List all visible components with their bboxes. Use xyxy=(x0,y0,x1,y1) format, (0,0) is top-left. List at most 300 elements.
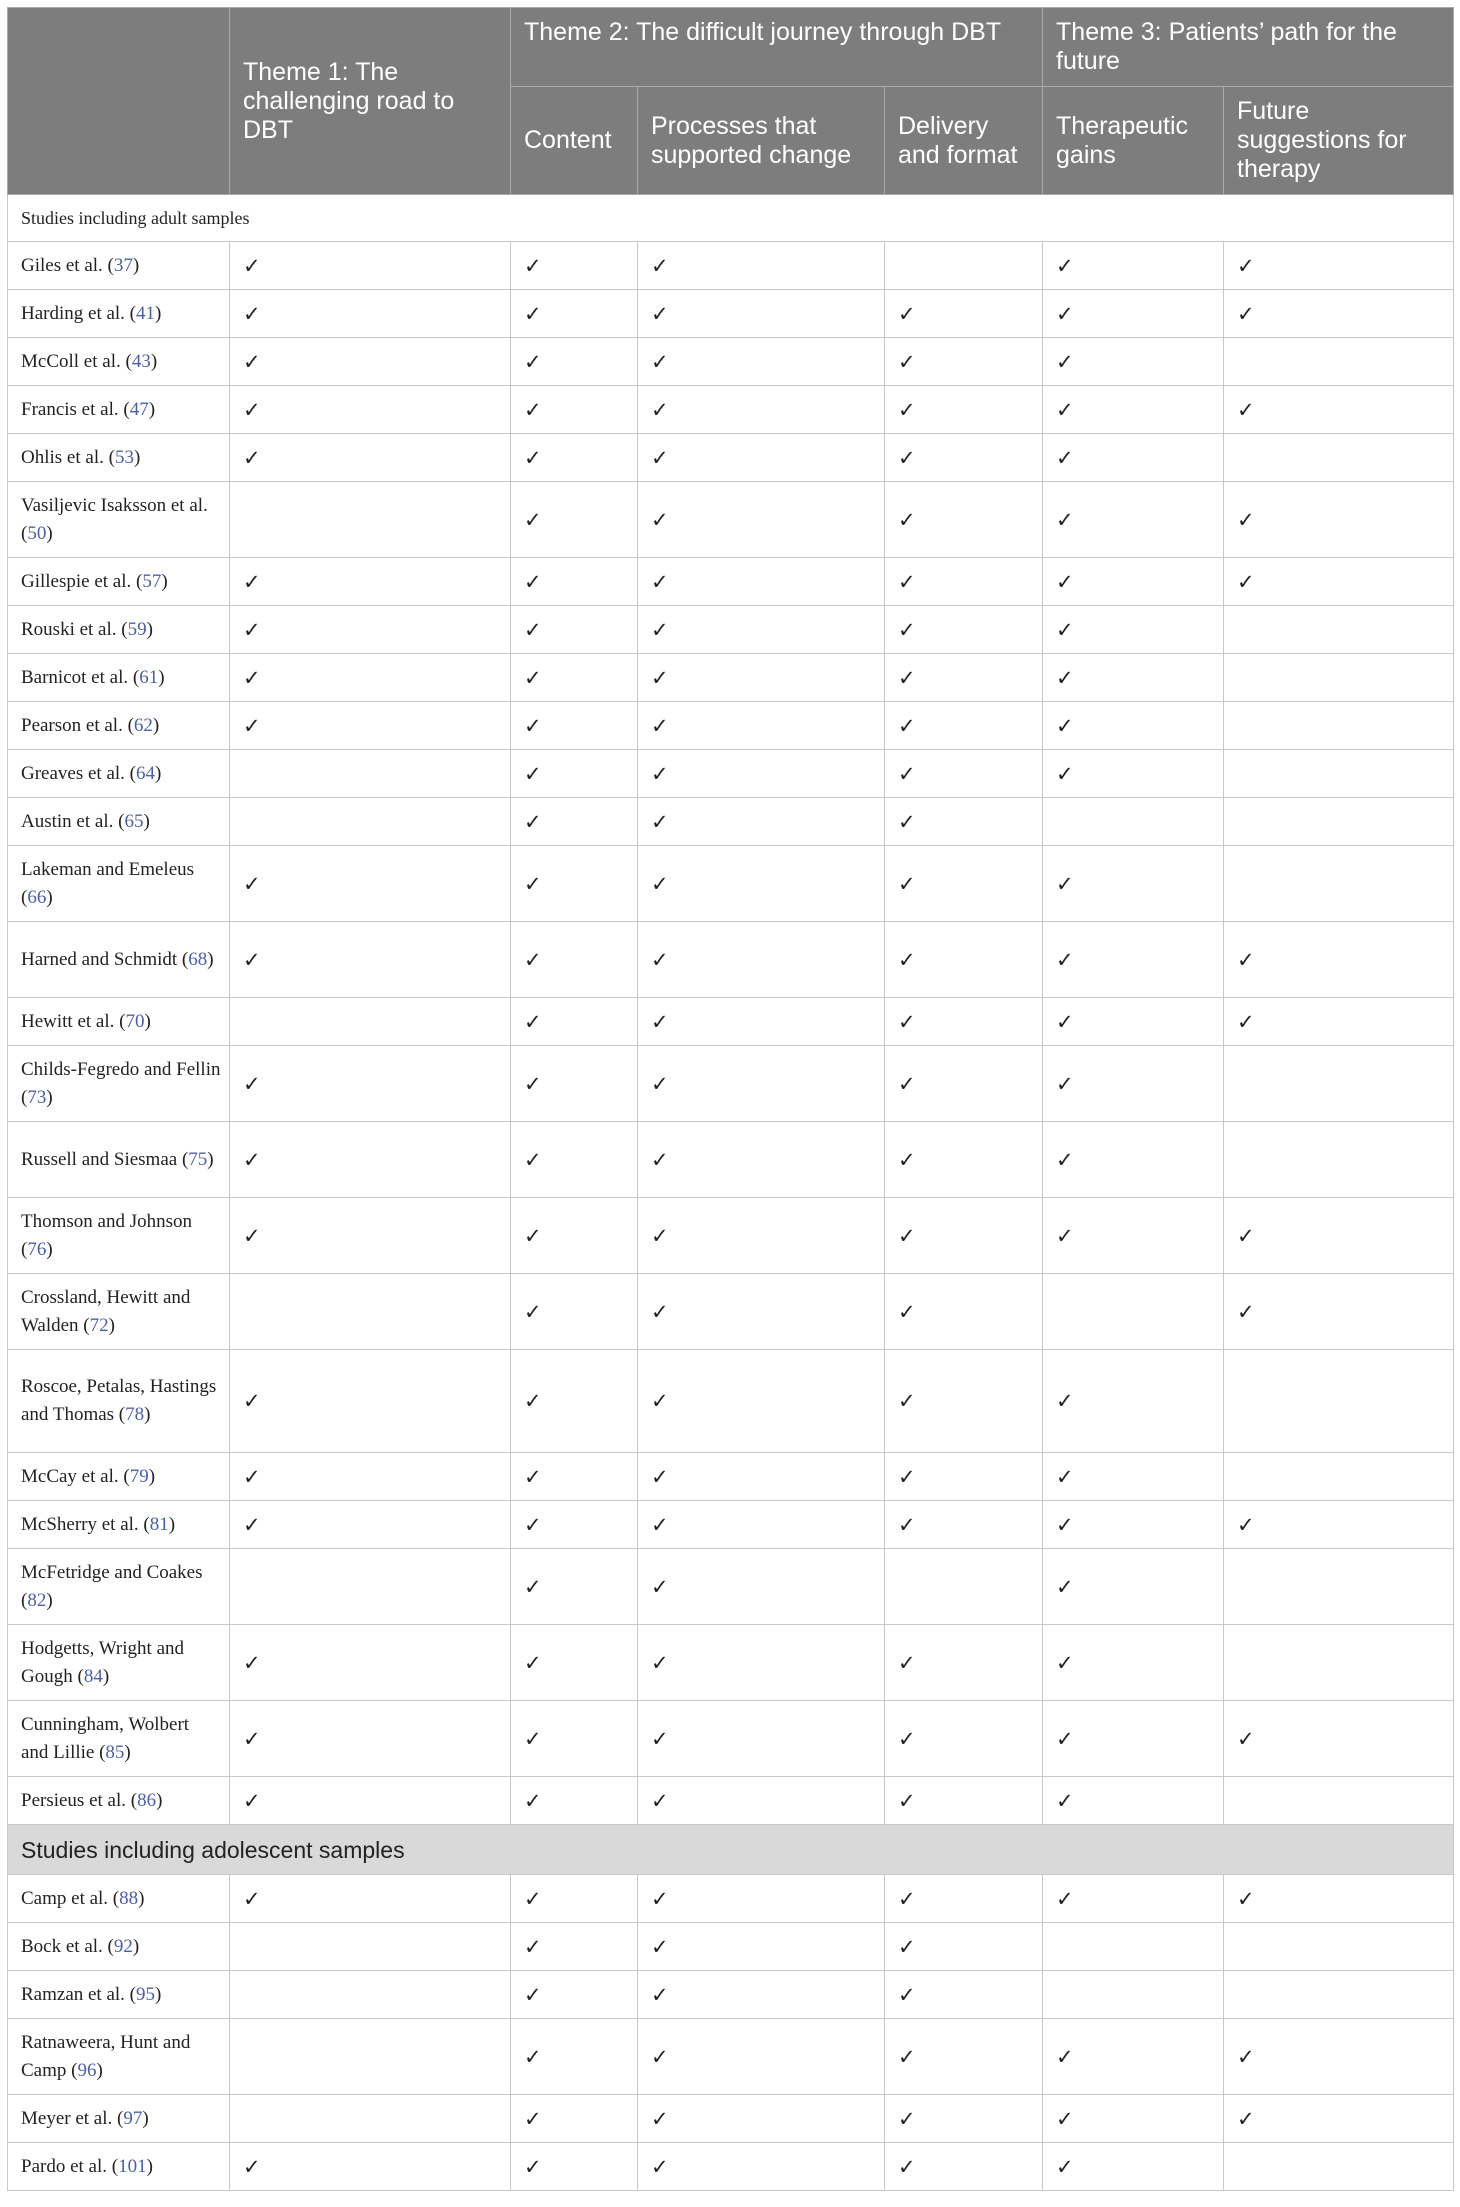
reference-link[interactable]: 70 xyxy=(125,1010,145,1032)
checkmark-icon: ✓ xyxy=(243,1071,261,1096)
table-row xyxy=(8,1549,1454,1625)
reference-link[interactable]: 79 xyxy=(129,1465,149,1487)
checkmark-icon: ✓ xyxy=(1056,397,1074,422)
study-cell xyxy=(8,1122,230,1198)
checkmark-icon: ✓ xyxy=(898,1299,916,1324)
check-cell xyxy=(1043,1549,1224,1625)
study-cell xyxy=(8,242,230,290)
check-cell xyxy=(638,798,885,846)
study-cell xyxy=(8,338,230,386)
table-row xyxy=(8,290,1454,338)
study-name-close: ) xyxy=(144,1404,151,1425)
check-cell xyxy=(885,750,1043,798)
study-cell xyxy=(8,1875,230,1923)
check-cell xyxy=(1043,998,1224,1046)
study-name: Harding et al. ( xyxy=(21,302,137,324)
study-cell xyxy=(8,2143,230,2191)
checkmark-icon: ✓ xyxy=(524,1512,542,1537)
reference-link[interactable]: 72 xyxy=(89,1314,109,1336)
check-cell xyxy=(1224,386,1454,434)
section-label-adolescent: Studies including adolescent samples xyxy=(8,1825,1454,1875)
checkmark-icon: ✓ xyxy=(1056,1574,1074,1599)
reference-link[interactable]: 76 xyxy=(27,1238,47,1260)
check-cell xyxy=(1043,1701,1224,1777)
checkmark-icon: ✓ xyxy=(898,1512,916,1537)
checkmark-icon: ✓ xyxy=(898,1009,916,1034)
check-cell xyxy=(230,1777,511,1825)
checkmark-icon: ✓ xyxy=(651,1299,669,1324)
study-name: Bock et al. ( xyxy=(21,1935,114,1957)
checkmark-icon: ✓ xyxy=(524,1223,542,1248)
check-cell xyxy=(1043,798,1224,846)
checkmark-icon: ✓ xyxy=(243,569,261,594)
study-name: Gillespie et al. ( xyxy=(21,570,143,592)
check-cell xyxy=(511,1923,638,1971)
checkmark-icon: ✓ xyxy=(651,1389,669,1413)
section-row-adolescent xyxy=(8,1825,1454,1875)
checkmark-icon: ✓ xyxy=(524,665,542,690)
check-cell xyxy=(885,2143,1043,2191)
check-cell xyxy=(511,2143,638,2191)
checkmark-icon: ✓ xyxy=(898,1147,916,1172)
check-cell xyxy=(1224,434,1454,482)
checkmark-icon: ✓ xyxy=(898,809,916,834)
study-name-close: ) xyxy=(124,1741,131,1763)
reference-link[interactable]: 85 xyxy=(105,1741,125,1763)
checkmark-icon: ✓ xyxy=(898,1464,916,1489)
check-cell xyxy=(511,1875,638,1923)
checkmark-icon: ✓ xyxy=(243,1788,261,1813)
checkmark-icon: ✓ xyxy=(1056,1071,1074,1096)
checkmark-icon: ✓ xyxy=(1056,301,1074,326)
check-cell xyxy=(1224,558,1454,606)
checkmark-icon: ✓ xyxy=(1056,871,1074,896)
check-cell xyxy=(1043,846,1224,922)
reference-link[interactable]: 61 xyxy=(139,666,159,688)
table-row xyxy=(8,386,1454,434)
check-cell xyxy=(885,1701,1043,1777)
check-cell xyxy=(230,338,511,386)
check-cell xyxy=(885,1625,1043,1701)
table-row xyxy=(8,606,1454,654)
checkmark-icon: ✓ xyxy=(1056,1650,1074,1675)
checkmark-icon: ✓ xyxy=(898,871,916,896)
header-gains: Therapeutic gains xyxy=(1043,87,1224,195)
checkmark-icon: ✓ xyxy=(651,809,669,834)
checkmark-icon: ✓ xyxy=(651,2154,669,2179)
checkmark-icon: ✓ xyxy=(898,1788,916,1813)
reference-link[interactable]: 50 xyxy=(27,522,47,544)
table-row xyxy=(8,1046,1454,1122)
check-cell xyxy=(638,1198,885,1274)
check-cell xyxy=(638,1274,885,1350)
checkmark-icon: ✓ xyxy=(243,349,261,374)
table-row xyxy=(8,702,1454,750)
check-cell xyxy=(511,998,638,1046)
reference-link[interactable]: 43 xyxy=(131,350,151,372)
check-cell xyxy=(230,1046,511,1122)
checkmark-icon: ✓ xyxy=(898,947,916,972)
check-cell xyxy=(638,1122,885,1198)
check-cell xyxy=(638,1625,885,1701)
check-cell xyxy=(230,1701,511,1777)
checkmark-icon: ✓ xyxy=(524,445,542,470)
check-cell xyxy=(1224,1971,1454,2019)
study-name-close: ) xyxy=(148,398,156,420)
checkmark-icon: ✓ xyxy=(524,397,542,422)
check-cell xyxy=(230,1971,511,2019)
table-row xyxy=(8,922,1454,998)
check-cell xyxy=(511,846,638,922)
study-name: McCay et al. ( xyxy=(21,1465,130,1487)
table-row xyxy=(8,1122,1454,1198)
table-row xyxy=(8,1923,1454,1971)
reference-link[interactable]: 96 xyxy=(77,2059,97,2081)
checkmark-icon: ✓ xyxy=(1237,2106,1255,2131)
reference-link[interactable]: 65 xyxy=(124,810,144,832)
study-cell xyxy=(8,482,230,558)
checkmark-icon: ✓ xyxy=(651,1934,669,1959)
check-cell xyxy=(230,1122,511,1198)
reference-link[interactable]: 37 xyxy=(113,254,133,276)
checkmark-icon: ✓ xyxy=(1056,617,1074,642)
check-cell xyxy=(1224,846,1454,922)
check-cell xyxy=(885,1122,1043,1198)
check-cell xyxy=(638,654,885,702)
check-cell xyxy=(511,1350,638,1453)
study-name-close: ) xyxy=(132,1935,140,1957)
table-row xyxy=(8,482,1454,558)
reference-link[interactable]: 75 xyxy=(188,1148,208,1170)
reference-link[interactable]: 101 xyxy=(118,2155,147,2177)
checkmark-icon: ✓ xyxy=(524,1389,542,1413)
checkmark-icon: ✓ xyxy=(1237,397,1255,422)
study-name: Hodgetts, Wright and Gough ( xyxy=(21,1637,185,1687)
check-cell xyxy=(638,922,885,998)
study-cell xyxy=(8,846,230,922)
checkmark-icon: ✓ xyxy=(524,349,542,374)
checkmark-icon: ✓ xyxy=(524,2044,542,2069)
checkmark-icon: ✓ xyxy=(898,397,916,422)
checkmark-icon: ✓ xyxy=(651,871,669,896)
check-cell xyxy=(1224,702,1454,750)
check-cell xyxy=(885,1046,1043,1122)
study-name-close: ) xyxy=(155,762,162,784)
checkmark-icon: ✓ xyxy=(1237,1299,1255,1324)
study-name: Rouski et al. ( xyxy=(21,618,128,640)
checkmark-icon: ✓ xyxy=(651,1650,669,1675)
study-cell xyxy=(8,1501,230,1549)
checkmark-icon: ✓ xyxy=(524,253,542,278)
check-cell xyxy=(511,1701,638,1777)
check-cell xyxy=(511,750,638,798)
check-cell xyxy=(230,2095,511,2143)
check-cell xyxy=(230,1923,511,1971)
check-cell xyxy=(885,1971,1043,2019)
study-name-close: ) xyxy=(146,618,153,640)
checkmark-icon: ✓ xyxy=(898,569,916,594)
check-cell xyxy=(1043,2019,1224,2095)
table-row xyxy=(8,798,1454,846)
checkmark-icon: ✓ xyxy=(898,349,916,374)
study-name: Lakeman and Emeleus ( xyxy=(21,858,195,908)
checkmark-icon: ✓ xyxy=(1056,1464,1074,1489)
checkmark-icon: ✓ xyxy=(243,1726,261,1751)
check-cell xyxy=(511,1453,638,1501)
check-cell xyxy=(1043,1923,1224,1971)
reference-link[interactable]: 92 xyxy=(113,1935,133,1957)
checkmark-icon: ✓ xyxy=(651,253,669,278)
study-cell xyxy=(8,1625,230,1701)
study-cell xyxy=(8,798,230,846)
check-cell xyxy=(885,1453,1043,1501)
study-name: Barnicot et al. ( xyxy=(21,666,140,688)
checkmark-icon: ✓ xyxy=(898,713,916,738)
check-cell xyxy=(1043,1350,1224,1453)
check-cell xyxy=(885,1923,1043,1971)
check-cell xyxy=(638,1875,885,1923)
check-cell xyxy=(1043,1046,1224,1122)
check-cell xyxy=(885,922,1043,998)
checkmark-icon: ✓ xyxy=(524,2106,542,2131)
checkmark-icon: ✓ xyxy=(651,1886,669,1911)
check-cell xyxy=(1043,750,1224,798)
header-theme1: Theme 1: The challenging road to DBT xyxy=(230,8,511,195)
check-cell xyxy=(1224,654,1454,702)
check-cell xyxy=(511,798,638,846)
check-cell xyxy=(885,558,1043,606)
study-name-close: ) xyxy=(108,1314,115,1336)
study-name-close: ) xyxy=(46,1086,53,1108)
check-cell xyxy=(885,606,1043,654)
table-row xyxy=(8,1350,1454,1453)
check-cell xyxy=(230,2019,511,2095)
check-cell xyxy=(1224,606,1454,654)
study-cell xyxy=(8,434,230,482)
study-name: Vasiljevic Isaksson et al. ( xyxy=(21,494,208,544)
study-cell xyxy=(8,1274,230,1350)
table-row xyxy=(8,2143,1454,2191)
checkmark-icon: ✓ xyxy=(243,871,261,896)
reference-link[interactable]: 78 xyxy=(125,1404,145,1425)
checkmark-icon: ✓ xyxy=(1237,1223,1255,1248)
reference-link[interactable]: 64 xyxy=(136,762,155,784)
check-cell xyxy=(511,702,638,750)
study-name-close: ) xyxy=(46,886,53,908)
checkmark-icon: ✓ xyxy=(898,2154,916,2179)
check-cell xyxy=(638,482,885,558)
study-name: Russell and Siesmaa ( xyxy=(21,1148,189,1170)
check-cell xyxy=(1043,1274,1224,1350)
checkmark-icon: ✓ xyxy=(524,1071,542,1096)
study-cell xyxy=(8,2019,230,2095)
check-cell xyxy=(230,750,511,798)
check-cell xyxy=(885,338,1043,386)
check-cell xyxy=(511,338,638,386)
study-cell xyxy=(8,606,230,654)
study-name: McColl et al. ( xyxy=(21,350,132,372)
reference-link[interactable]: 81 xyxy=(149,1513,169,1535)
checkmark-icon: ✓ xyxy=(524,617,542,642)
check-cell xyxy=(230,290,511,338)
checkmark-icon: ✓ xyxy=(243,301,261,326)
table-row xyxy=(8,654,1454,702)
study-name-close: ) xyxy=(143,810,150,832)
checkmark-icon: ✓ xyxy=(651,665,669,690)
study-name: McSherry et al. ( xyxy=(21,1513,150,1535)
reference-link[interactable]: 86 xyxy=(137,1789,157,1811)
checkmark-icon: ✓ xyxy=(524,1650,542,1675)
reference-link[interactable]: 82 xyxy=(27,1589,47,1611)
study-cell xyxy=(8,1971,230,2019)
study-name: Austin et al. ( xyxy=(21,810,125,832)
study-name: Roscoe, Petalas, Hastings and Thomas ( xyxy=(21,1376,217,1425)
check-cell xyxy=(511,1122,638,1198)
checkmark-icon: ✓ xyxy=(1237,1512,1255,1537)
reference-link[interactable]: 59 xyxy=(127,618,147,640)
check-cell xyxy=(230,654,511,702)
check-cell xyxy=(1224,798,1454,846)
checkmark-icon: ✓ xyxy=(651,1464,669,1489)
check-cell xyxy=(511,1971,638,2019)
table-row xyxy=(8,1875,1454,1923)
check-cell xyxy=(885,998,1043,1046)
study-cell xyxy=(8,386,230,434)
check-cell xyxy=(885,1350,1043,1453)
checkmark-icon: ✓ xyxy=(524,507,542,532)
checkmark-icon: ✓ xyxy=(651,445,669,470)
reference-link[interactable]: 66 xyxy=(27,886,47,908)
check-cell xyxy=(230,434,511,482)
study-cell xyxy=(8,558,230,606)
reference-link[interactable]: 97 xyxy=(123,2107,143,2129)
checkmark-icon: ✓ xyxy=(524,1788,542,1813)
check-cell xyxy=(1043,2095,1224,2143)
checkmark-icon: ✓ xyxy=(651,2106,669,2131)
header-theme2: Theme 2: The difficult journey through DBT xyxy=(511,8,1043,87)
check-cell xyxy=(1043,290,1224,338)
reference-link[interactable]: 84 xyxy=(83,1665,103,1687)
study-name: Persieus et al. ( xyxy=(21,1789,138,1811)
reference-link[interactable]: 41 xyxy=(136,302,156,324)
reference-link[interactable]: 88 xyxy=(119,1887,139,1909)
check-cell xyxy=(1224,1453,1454,1501)
checkmark-icon: ✓ xyxy=(243,1223,261,1248)
checkmark-icon: ✓ xyxy=(1056,445,1074,470)
check-cell xyxy=(885,654,1043,702)
check-cell xyxy=(1043,1625,1224,1701)
check-cell xyxy=(1224,2019,1454,2095)
check-cell xyxy=(885,1777,1043,1825)
check-cell xyxy=(511,606,638,654)
reference-link[interactable]: 47 xyxy=(129,398,149,420)
check-cell xyxy=(1224,1625,1454,1701)
study-cell xyxy=(8,1350,230,1453)
checkmark-icon: ✓ xyxy=(1237,569,1255,594)
checkmark-icon: ✓ xyxy=(651,1574,669,1599)
check-cell xyxy=(1043,482,1224,558)
header-future: Future suggestions for therapy xyxy=(1224,87,1454,195)
study-cell xyxy=(8,290,230,338)
study-name-close: ) xyxy=(158,666,165,688)
check-cell xyxy=(638,2019,885,2095)
checkmark-icon: ✓ xyxy=(1056,1147,1074,1172)
study-cell xyxy=(8,2095,230,2143)
check-cell xyxy=(511,1777,638,1825)
checkmark-icon: ✓ xyxy=(524,1934,542,1959)
study-name: Ratnaweera, Hunt and Camp ( xyxy=(21,2031,191,2081)
check-cell xyxy=(885,846,1043,922)
reference-link[interactable]: 73 xyxy=(27,1086,47,1108)
check-cell xyxy=(230,998,511,1046)
check-cell xyxy=(1224,1923,1454,1971)
check-cell xyxy=(638,702,885,750)
check-cell xyxy=(1043,434,1224,482)
checkmark-icon: ✓ xyxy=(524,569,542,594)
checkmark-icon: ✓ xyxy=(898,1389,916,1413)
study-name-close: ) xyxy=(150,350,158,372)
checkmark-icon: ✓ xyxy=(243,617,261,642)
check-cell xyxy=(1224,338,1454,386)
check-cell xyxy=(638,1549,885,1625)
checkmark-icon: ✓ xyxy=(651,1726,669,1751)
checkmark-icon: ✓ xyxy=(243,1147,261,1172)
checkmark-icon: ✓ xyxy=(651,1147,669,1172)
study-name-close: ) xyxy=(142,2107,149,2129)
table-row xyxy=(8,1971,1454,2019)
check-cell xyxy=(638,1923,885,1971)
study-name: Camp et al. ( xyxy=(21,1887,120,1909)
check-cell xyxy=(885,1274,1043,1350)
checkmark-icon: ✓ xyxy=(898,507,916,532)
check-cell xyxy=(638,1701,885,1777)
reference-link[interactable]: 62 xyxy=(133,714,153,736)
checkmark-icon: ✓ xyxy=(651,617,669,642)
reference-link[interactable]: 53 xyxy=(114,446,134,468)
study-name-close: ) xyxy=(207,948,214,970)
study-name-close: ) xyxy=(156,1789,163,1811)
checkmark-icon: ✓ xyxy=(1237,253,1255,278)
check-cell xyxy=(230,386,511,434)
check-cell xyxy=(230,482,511,558)
checkmark-icon: ✓ xyxy=(243,1389,261,1413)
reference-link[interactable]: 95 xyxy=(136,1983,156,2005)
checkmark-icon: ✓ xyxy=(243,397,261,422)
checkmark-icon: ✓ xyxy=(898,1726,916,1751)
checkmark-icon: ✓ xyxy=(898,445,916,470)
check-cell xyxy=(885,1549,1043,1625)
checkmark-icon: ✓ xyxy=(524,947,542,972)
checkmark-icon: ✓ xyxy=(651,301,669,326)
reference-link[interactable]: 57 xyxy=(142,570,162,592)
check-cell xyxy=(230,2143,511,2191)
table-row xyxy=(8,750,1454,798)
check-cell xyxy=(511,1501,638,1549)
check-cell xyxy=(638,998,885,1046)
checkmark-icon: ✓ xyxy=(898,301,916,326)
check-cell xyxy=(230,1875,511,1923)
check-cell xyxy=(1224,1350,1454,1453)
table-row xyxy=(8,1274,1454,1350)
checkmark-icon: ✓ xyxy=(243,445,261,470)
table-row xyxy=(8,998,1454,1046)
check-cell xyxy=(230,1453,511,1501)
checkmark-icon: ✓ xyxy=(524,1009,542,1034)
check-cell xyxy=(511,654,638,702)
check-cell xyxy=(1043,1777,1224,1825)
checkmark-icon: ✓ xyxy=(898,1071,916,1096)
reference-link[interactable]: 68 xyxy=(188,948,208,970)
